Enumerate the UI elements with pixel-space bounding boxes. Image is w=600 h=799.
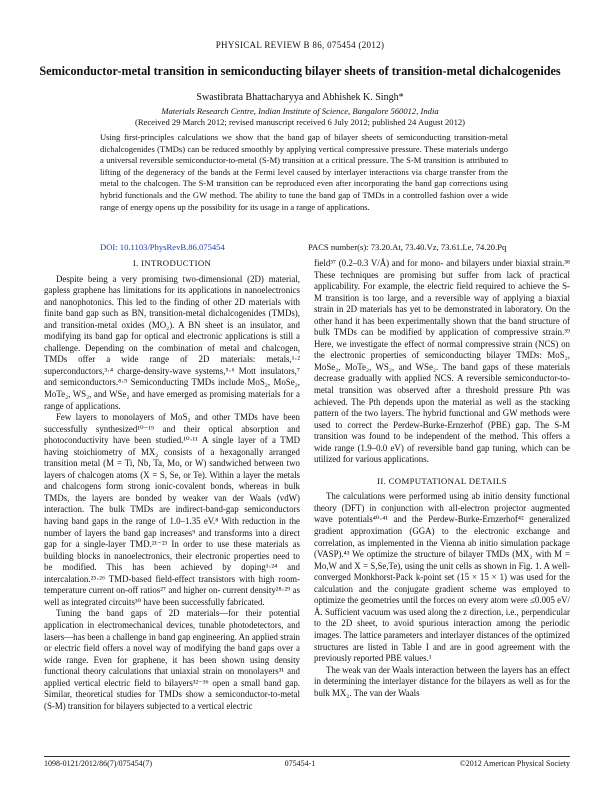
- paragraph: Despite being a very promising two-dimensional (2D) material, gapless graphene has limitations for its applications in nanoelectronics and nanophotonics. This led to the finding of other 2D materials with finite band gap such as BN, transition-metal dichalcogenides (TMDs), and transition-metal oxides (MO₂). A BN sheet is an insulator, and modifying its band gap for optical and electronic applications is still a challenge. Depending on the combination of metal and chalcogen, TMDs offer a wide range of 2D materials: metals,¹·² superconductors,³·⁴ charge-density-wave systems,⁵·⁶ Mott insulators,⁷ and semiconductors.⁸·⁹ Semiconducting TMDs include MoS₂, MoSe₂, MoTe₂, WS₂, and WSe₂ and have emerged as promising materials for a range of applications.: [44, 273, 300, 411]
- paragraph: Few layers to monolayers of MoS₂ and other TMDs have been successfully synthesized¹⁰⁻¹⁹ and their optical absorption and photoconductivity have been studied.¹⁰·¹¹ A single layer of a TMD having stoichiometry of MX₂ consists of a hexagonally arranged transition metal (M = Ti, Nb, Ta, Mo, or W) sandwiched between two layers of chalcogen atoms (X = S, Se, or Te). Within a layer the metals and chalcogens form strong ionic-covalent bonds, whereas in bulk TMDs, the layers are bonded by weaker van der Waals (vdW) interaction. The bulk TMDs are indirect-band-gap semiconductors having band gaps in the range of 1.0–1.35 eV.⁸ With reduction in the number of layers the band gap increases⁹ and transforms into a direct gap for a single-layer TMD.²¹⁻²³ In order to use these materials as building blocks in nanoelectronics, their electronic properties need to be modified. This has been achieved by doping¹·²⁴ and intercalation.²⁵·²⁶ TMD-based field-effect transistors with high room-temperature current on-off ratios²⁷ and higher on- current density²⁸·²⁹ as well as integrated circuits³⁰ have been successfully fabricated.: [44, 412, 300, 607]
- footer-copyright: ©2012 American Physical Society: [459, 759, 570, 768]
- paragraph: The calculations were performed using ab initio density functional theory (DFT) in conjunction with all-electron projector augmented wave potentials⁴⁰·⁴¹ and the Perdew-Burke-Ernzerhof⁴² generalized gradient approximation (GGA) to the electronic exchange and correlation, as implemented in the Vienna ab initio simulation package (VASP).⁴³ We optimize the structure of bilayer TMDs (MX₂ with M = Mo,W and X = S,Se,Te), using the unit cells as shown in Fig. 1. A well-converged Monkhorst-Pack k-point set (15 × 15 × 1) was used for the calculation and the conjugate gradient scheme was employed to optimize the geometries until the forces on every atom were ≤0.005 eV/Å. Sufficient vacuum was used along the z direction, i.e., perpendicular to the 2D sheet, to avoid spurious interaction among the periodic images. The lattice parameters and interlayer distances of the optimized structures are listed in Table I and are in good agreement with the previously reported PBE values.¹: [314, 491, 570, 664]
- right-column: [314, 258, 570, 699]
- paper-title: Semiconductor-metal transition in semiconducting bilayer sheets of transition-metal dichalcogenides: [39, 64, 561, 78]
- paragraph: field³⁷ (0.2–0.3 V/Å) and for mono- and bilayers under biaxial strain.³⁸ These techniques are promising but suffer from lack of practical applicability. For example, the electric field required to achieve the S-M transition is too large, and a reversible way of applying a biaxial strain in 2D materials has yet to be demonstrated in laboratory. On the other hand it has been experimentally shown that the band structure of bulk TMDs can be modified by application of compressive strain.³⁹ Here, we investigate the effect of normal compressive strain (NCS) on the electronic properties of semiconducting bilayer TMDs: MoS₂, MoSe₂, MoTe₂, WS₂, and WSe₂. The band gaps of these materials decrease gradually with applied NCS. A reversible semiconductor-to-metal transition was observed after a threshold pressure Pth was achieved. The Pth depends upon the material as well as the stacking pattern of the two layers. The hybrid functional and GW methods were used to correct the Perdew-Burke-Ernzerhof (PBE) gap. The S-M transition was found to be independent of the method. This offers a wide range (1.9–0.0 eV) of reversible band gap tuning, which can be utilized for various applications.: [314, 258, 570, 465]
- received-dates: (Received 29 March 2012; revised manuscript received 6 July 2012; published 24 August 2012): [134, 117, 466, 127]
- paragraph: Tuning the band gaps of 2D materials—for their potential application in electromechanical devices, tunable photodetectors, and lasers—has been a challenge in band gap engineering. An applied strain or electric field offers a novel way of modifying the band gaps over a wide range. Even for graphene, it has been shown using density functional theory calculations that uniaxial strain on monolayers³¹ and applied vertical electric field to bilayers³²⁻³⁶ open a small band gap. Similar, theoretical studies for TMDs show a semiconductor-to-metal (S-M) transition for bilayers subjected to a vertical electric: [44, 608, 300, 711]
- paragraph: The weak van der Waals interaction between the layers has an effect in determining the interlayer distance for the bilayers as well as for the bulk MX₂. The van der Waals: [314, 664, 570, 698]
- affiliation: Materials Research Centre, Indian Institute of Science, Bangalore 560012, India: [161, 106, 439, 116]
- footer-rule: [44, 756, 570, 757]
- abstract: Using first-principles calculations we show that the band gap of bilayer sheets of semiconducting transition-metal dichalcogenides (TMDs) can be reduced smoothly by applying vertical compressive pressure. These materials undergo a universal reversible semiconductor-to-metal (S-M) transition at a critical pressure. The S-M transition is attributed to lifting of the degeneracy of the bands at the Fermi level caused by interlayer interactions via charge transfer from the metal to the chalcogen. The S-M transition can be reproduced even after incorporating the band gap corrections using hybrid functionals and the GW method. The ability to tune the band gap of TMDs in a controlled fashion over a wide range of energy opens up the possibility for its usage in a range of applications.: [100, 132, 508, 212]
- authors: Swastibrata Bhattacharyya and Abhishek K. Singh*: [196, 92, 404, 103]
- doi-line: [100, 242, 225, 252]
- section-heading-introduction: I. INTRODUCTION: [132, 258, 212, 268]
- pacs-numbers: PACS number(s): 73.20.At, 73.40.Vz, 73.61.Le, 74.20.Pq: [308, 242, 507, 252]
- running-head: PHYSICAL REVIEW B 86, 075454 (2012): [215, 40, 385, 50]
- doi-link[interactable]: DOI: 10.1103/PhysRevB.86.075454: [100, 242, 225, 252]
- footer-page-number: 075454-1: [284, 759, 316, 768]
- left-column: [44, 258, 300, 712]
- section-heading-computational-details: II. COMPUTATIONAL DETAILS: [377, 475, 507, 486]
- footer-issn: 1098-0121/2012/86(7)/075454(7): [44, 759, 152, 768]
